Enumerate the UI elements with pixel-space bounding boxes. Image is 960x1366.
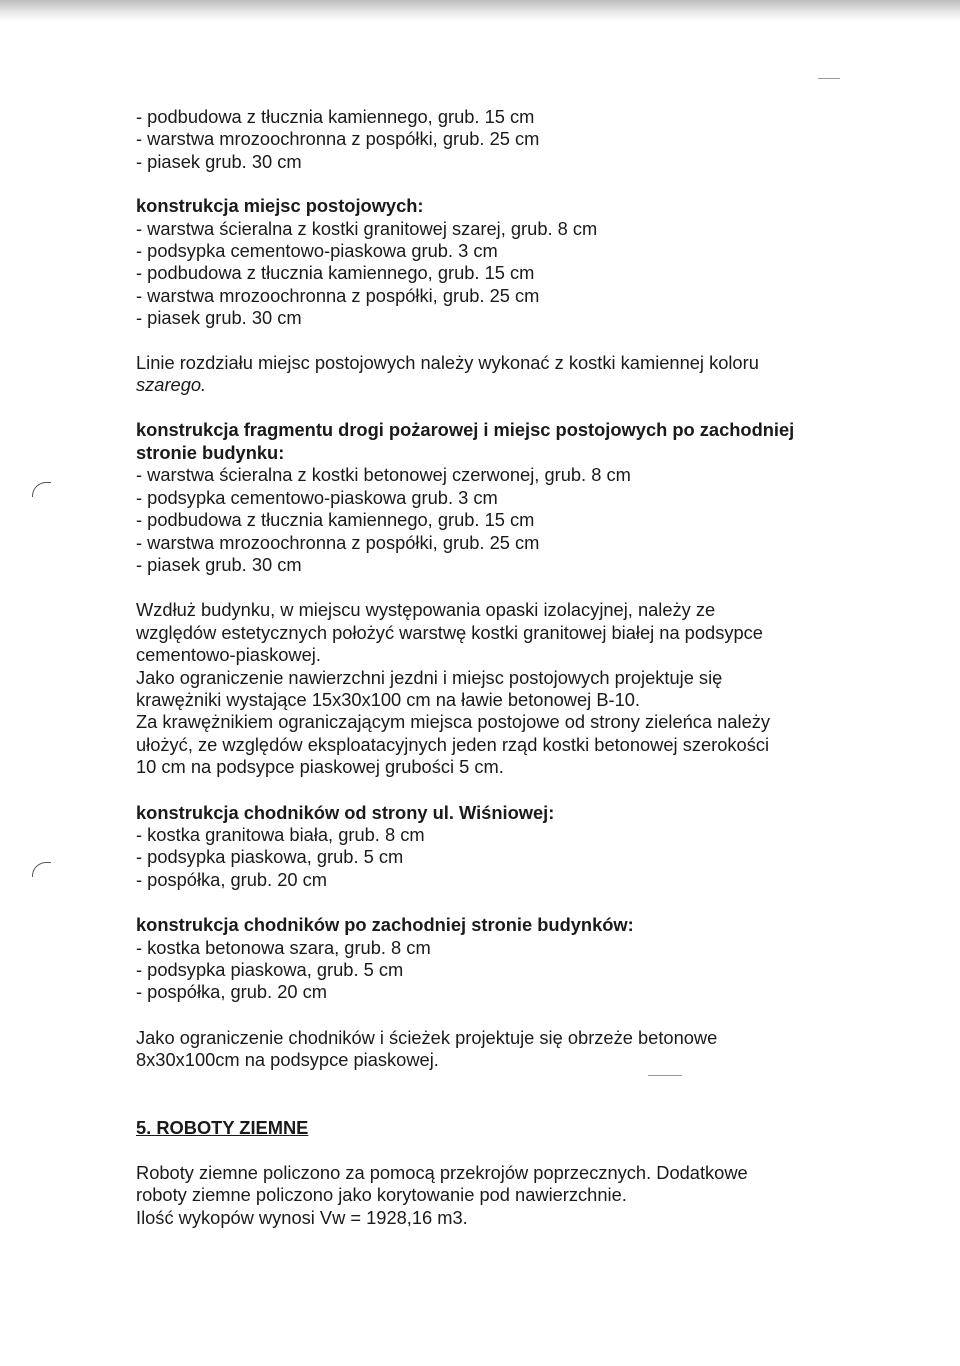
layer-list-continued: [136, 106, 856, 173]
paragraph-line: roboty ziemne policzono jako korytowanie pod nawierzchnie.: [136, 1184, 627, 1206]
section-heading: konstrukcja chodników od strony ul. Wiśniowej:: [136, 801, 555, 823]
list-item: - warstwa ścieralna z kostki betonowej czerwonej, grub. 8 cm: [136, 464, 631, 486]
paragraph-line: ułożyć, ze względów eksploatacyjnych jeden rząd kostki betonowej szerokości: [136, 733, 770, 755]
paragraph-line: cementowo-piaskowej.: [136, 644, 321, 666]
list-item: - piasek grub. 30 cm: [136, 307, 302, 329]
fire-road-construction: [136, 419, 856, 576]
document-page: [136, 106, 856, 1229]
scan-margin-mark: [32, 862, 51, 877]
paragraph-line: Ilość wykopów wynosi Vw = 1928,16 m3.: [136, 1206, 468, 1228]
sidewalk-west-construction: [136, 914, 856, 1004]
paragraph-line: Jako ograniczenie nawierzchni jezdni i miejsc postojowych projektuje się: [136, 666, 723, 688]
list-item: - warstwa mrozoochronna z pospółki, grub. 25 cm: [136, 284, 540, 306]
list-item: - podbudowa z tłucznia kamiennego, grub. 15 cm: [136, 106, 535, 127]
paragraph-line: względów estetycznych położyć warstwę kostki granitowej białej na podsypce: [136, 621, 763, 643]
list-item: - podsypka piaskowa, grub. 5 cm: [136, 959, 404, 980]
parking-note: [136, 352, 856, 397]
paragraph-line: 10 cm na podsypce piaskowej grubości 5 cm.: [136, 756, 504, 778]
paragraph-line: Wzdłuż budynku, w miejscu występowania opaski izolacyjnej, należy ze: [136, 599, 716, 621]
section-heading: stronie budynku:: [136, 441, 285, 463]
list-item: - pospółka, grub. 20 cm: [136, 868, 328, 890]
paragraph-line: Za krawężnikiem ograniczającym miejsca postojowe od strony zieleńca należy: [136, 711, 771, 733]
scan-speck: [818, 78, 840, 79]
section-heading: konstrukcja miejsc postojowych:: [136, 195, 424, 217]
section-heading: konstrukcja fragmentu drogi pożarowej i miejsc postojowych po zachodniej: [136, 419, 795, 441]
paragraph-line: 8x30x100cm na podsypce piaskowej.: [136, 1049, 439, 1071]
list-item: - podsypka cementowo-piaskowa grub. 3 cm: [136, 486, 498, 508]
parking-construction: [136, 195, 856, 329]
list-item: - podbudowa z tłucznia kamiennego, grub. 15 cm: [136, 262, 535, 284]
list-item: - podsypka cementowo-piaskowa grub. 3 cm: [136, 240, 498, 262]
paragraph-line: Jako ograniczenie chodników i ścieżek projektuje się obrzeże betonowe: [136, 1026, 718, 1048]
scan-shadow-top: [0, 0, 960, 22]
list-item: - pospółka, grub. 20 cm: [136, 981, 328, 1003]
section-heading: konstrukcja chodników po zachodniej stronie budynków:: [136, 914, 634, 936]
section-title: 5. ROBOTY ZIEMNE: [136, 1116, 309, 1138]
list-item: - warstwa ścieralna z kostki granitowej szarej, grub. 8 cm: [136, 217, 598, 239]
section-earthworks: [136, 1117, 856, 1230]
sidewalk-east-construction: [136, 802, 856, 892]
list-item: - podsypka piaskowa, grub. 5 cm: [136, 846, 404, 868]
list-item: - warstwa mrozoochronna z pospółki, grub. 25 cm: [136, 128, 540, 150]
scan-margin-mark: [32, 482, 51, 497]
paragraph-line: Linie rozdziału miejsc postojowych należy wykonać z kostki kamiennej koloru: [136, 351, 759, 373]
paragraph-curbs: [136, 599, 856, 778]
paragraph-line: szarego.: [136, 374, 207, 396]
list-item: - kostka betonowa szara, grub. 8 cm: [136, 936, 431, 958]
list-item: - kostka granitowa biała, grub. 8 cm: [136, 823, 425, 845]
paragraph-line: Roboty ziemne policzono za pomocą przekrojów poprzecznych. Dodatkowe: [136, 1162, 748, 1184]
list-item: - podbudowa z tłucznia kamiennego, grub. 15 cm: [136, 509, 535, 531]
list-item: - piasek grub. 30 cm: [136, 150, 302, 172]
list-item: - piasek grub. 30 cm: [136, 553, 302, 575]
paragraph-edging: [136, 1027, 856, 1072]
list-item: - warstwa mrozoochronna z pospółki, grub. 25 cm: [136, 531, 540, 553]
paragraph-line: krawężniki wystające 15x30x100 cm na ławie betonowej B-10.: [136, 688, 641, 710]
